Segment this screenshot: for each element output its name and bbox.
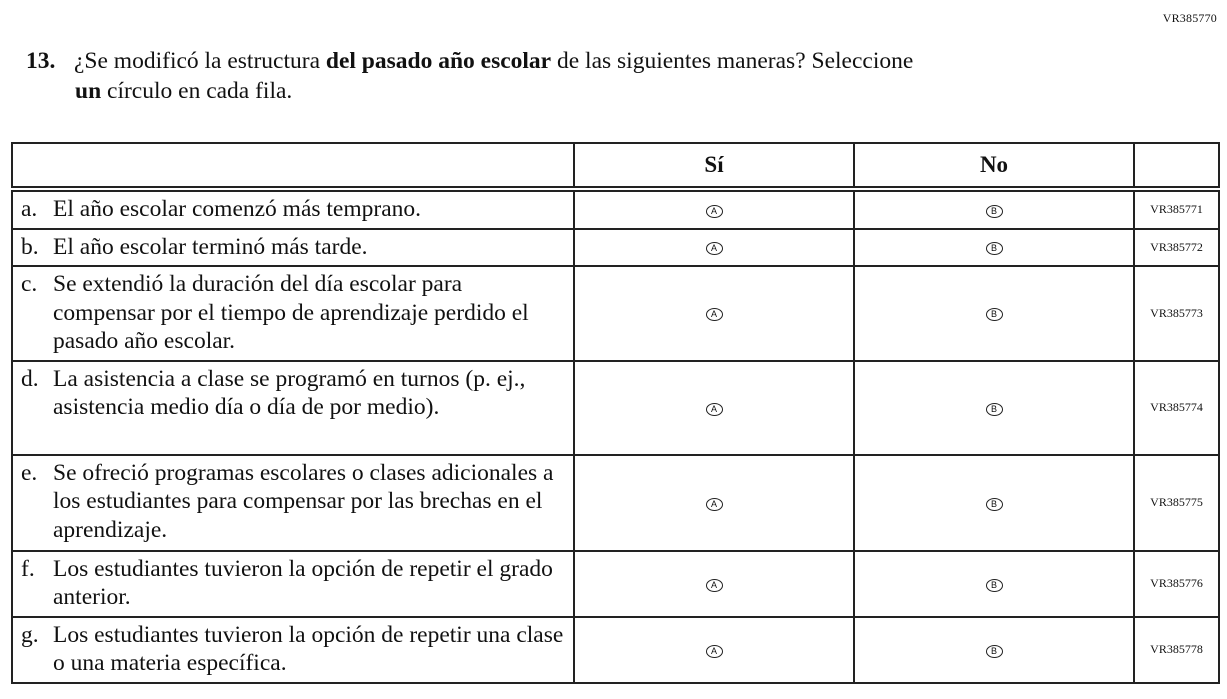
item-text: El año escolar terminó más tarde. xyxy=(53,233,368,260)
yes-cell xyxy=(574,266,854,361)
item-text: El año escolar comenzó más temprano. xyxy=(53,196,422,222)
yes-bubble[interactable]: A xyxy=(706,242,723,255)
no-bubble[interactable]: B xyxy=(986,205,1003,218)
no-cell xyxy=(854,617,1134,683)
no-cell xyxy=(854,361,1134,455)
no-bubble[interactable]: B xyxy=(986,308,1003,321)
question-number: 13. xyxy=(26,48,56,74)
table-row xyxy=(12,551,1219,617)
no-cell xyxy=(854,189,1134,229)
yes-cell xyxy=(574,455,854,551)
no-bubble[interactable]: B xyxy=(986,242,1003,255)
no-bubble[interactable]: B xyxy=(986,579,1003,592)
item-letter: g. xyxy=(21,621,39,648)
row-variable-code: VR385772 xyxy=(1134,229,1219,267)
item-cell xyxy=(12,189,574,229)
table-row xyxy=(12,229,1219,267)
yes-bubble[interactable]: A xyxy=(706,579,723,592)
header-yes: Sí xyxy=(574,143,854,189)
no-cell xyxy=(854,551,1134,617)
yes-cell xyxy=(574,189,854,229)
row-variable-code: VR385771 xyxy=(1134,189,1219,229)
yes-bubble[interactable]: A xyxy=(706,308,723,321)
item-letter: d. xyxy=(21,365,39,392)
no-cell xyxy=(854,229,1134,267)
header-code xyxy=(1134,143,1219,189)
item-cell xyxy=(12,361,574,455)
item-cell xyxy=(12,229,574,267)
question-text-part2: de las siguientes maneras? Seleccione xyxy=(551,48,914,74)
yes-bubble[interactable]: A xyxy=(706,403,723,416)
question-text-bold2: un xyxy=(75,78,102,104)
row-variable-code: VR385778 xyxy=(1134,617,1219,683)
no-bubble[interactable]: B xyxy=(986,498,1003,511)
yes-cell xyxy=(574,361,854,455)
header-item xyxy=(12,143,574,189)
item-text: Se extendió la duración del día escolar para compensar por el tiempo de aprendizaje perdido el pasado año escolar. xyxy=(53,271,529,354)
table-row xyxy=(12,361,1219,455)
yes-bubble[interactable]: A xyxy=(706,498,723,511)
item-letter: c. xyxy=(21,271,38,297)
no-bubble[interactable]: B xyxy=(986,403,1003,416)
page-variable-code: VR385770 xyxy=(1162,11,1217,25)
item-text: Se ofreció programas escolares o clases adicionales a los estudiantes para compensar por las brechas en el aprendizaje. xyxy=(53,459,554,543)
row-variable-code: VR385775 xyxy=(1134,455,1219,551)
item-cell xyxy=(12,266,574,361)
yes-cell xyxy=(574,229,854,267)
yes-bubble[interactable]: A xyxy=(706,205,723,218)
no-cell xyxy=(854,266,1134,361)
question-line-1 xyxy=(26,46,1126,76)
yes-cell xyxy=(574,617,854,683)
no-bubble[interactable]: B xyxy=(986,645,1003,658)
item-text: Los estudiantes tuvieron la opción de repetir el grado anterior. xyxy=(53,555,553,610)
table-row xyxy=(12,455,1219,551)
response-grid xyxy=(11,142,1220,684)
row-variable-code: VR385773 xyxy=(1134,266,1219,361)
item-letter: b. xyxy=(21,233,39,260)
question-13 xyxy=(26,46,1126,106)
header-no: No xyxy=(854,143,1134,189)
item-cell xyxy=(12,455,574,551)
question-text-part3: círculo en cada fila. xyxy=(101,78,293,104)
item-letter: a. xyxy=(21,196,38,222)
item-letter: e. xyxy=(21,459,38,486)
no-cell xyxy=(854,455,1134,551)
item-text: Los estudiantes tuvieron la opción de repetir una clase o una materia específica. xyxy=(53,621,564,676)
table-row xyxy=(12,189,1219,229)
question-text-part1: ¿Se modificó la estructura xyxy=(74,48,326,74)
header-row xyxy=(12,143,1219,189)
item-letter: f. xyxy=(21,555,35,582)
question-text-bold1: del pasado año escolar xyxy=(325,48,552,74)
question-line-2 xyxy=(26,76,1126,106)
item-cell xyxy=(12,617,574,683)
table-row xyxy=(12,266,1219,361)
table-row xyxy=(12,617,1219,683)
row-variable-code: VR385776 xyxy=(1134,551,1219,617)
item-text: La asistencia a clase se programó en turnos (p. ej., asistencia medio día o día de por medio). xyxy=(53,365,526,420)
yes-bubble[interactable]: A xyxy=(706,645,723,658)
item-cell xyxy=(12,551,574,617)
yes-cell xyxy=(574,551,854,617)
row-variable-code: VR385774 xyxy=(1134,361,1219,455)
